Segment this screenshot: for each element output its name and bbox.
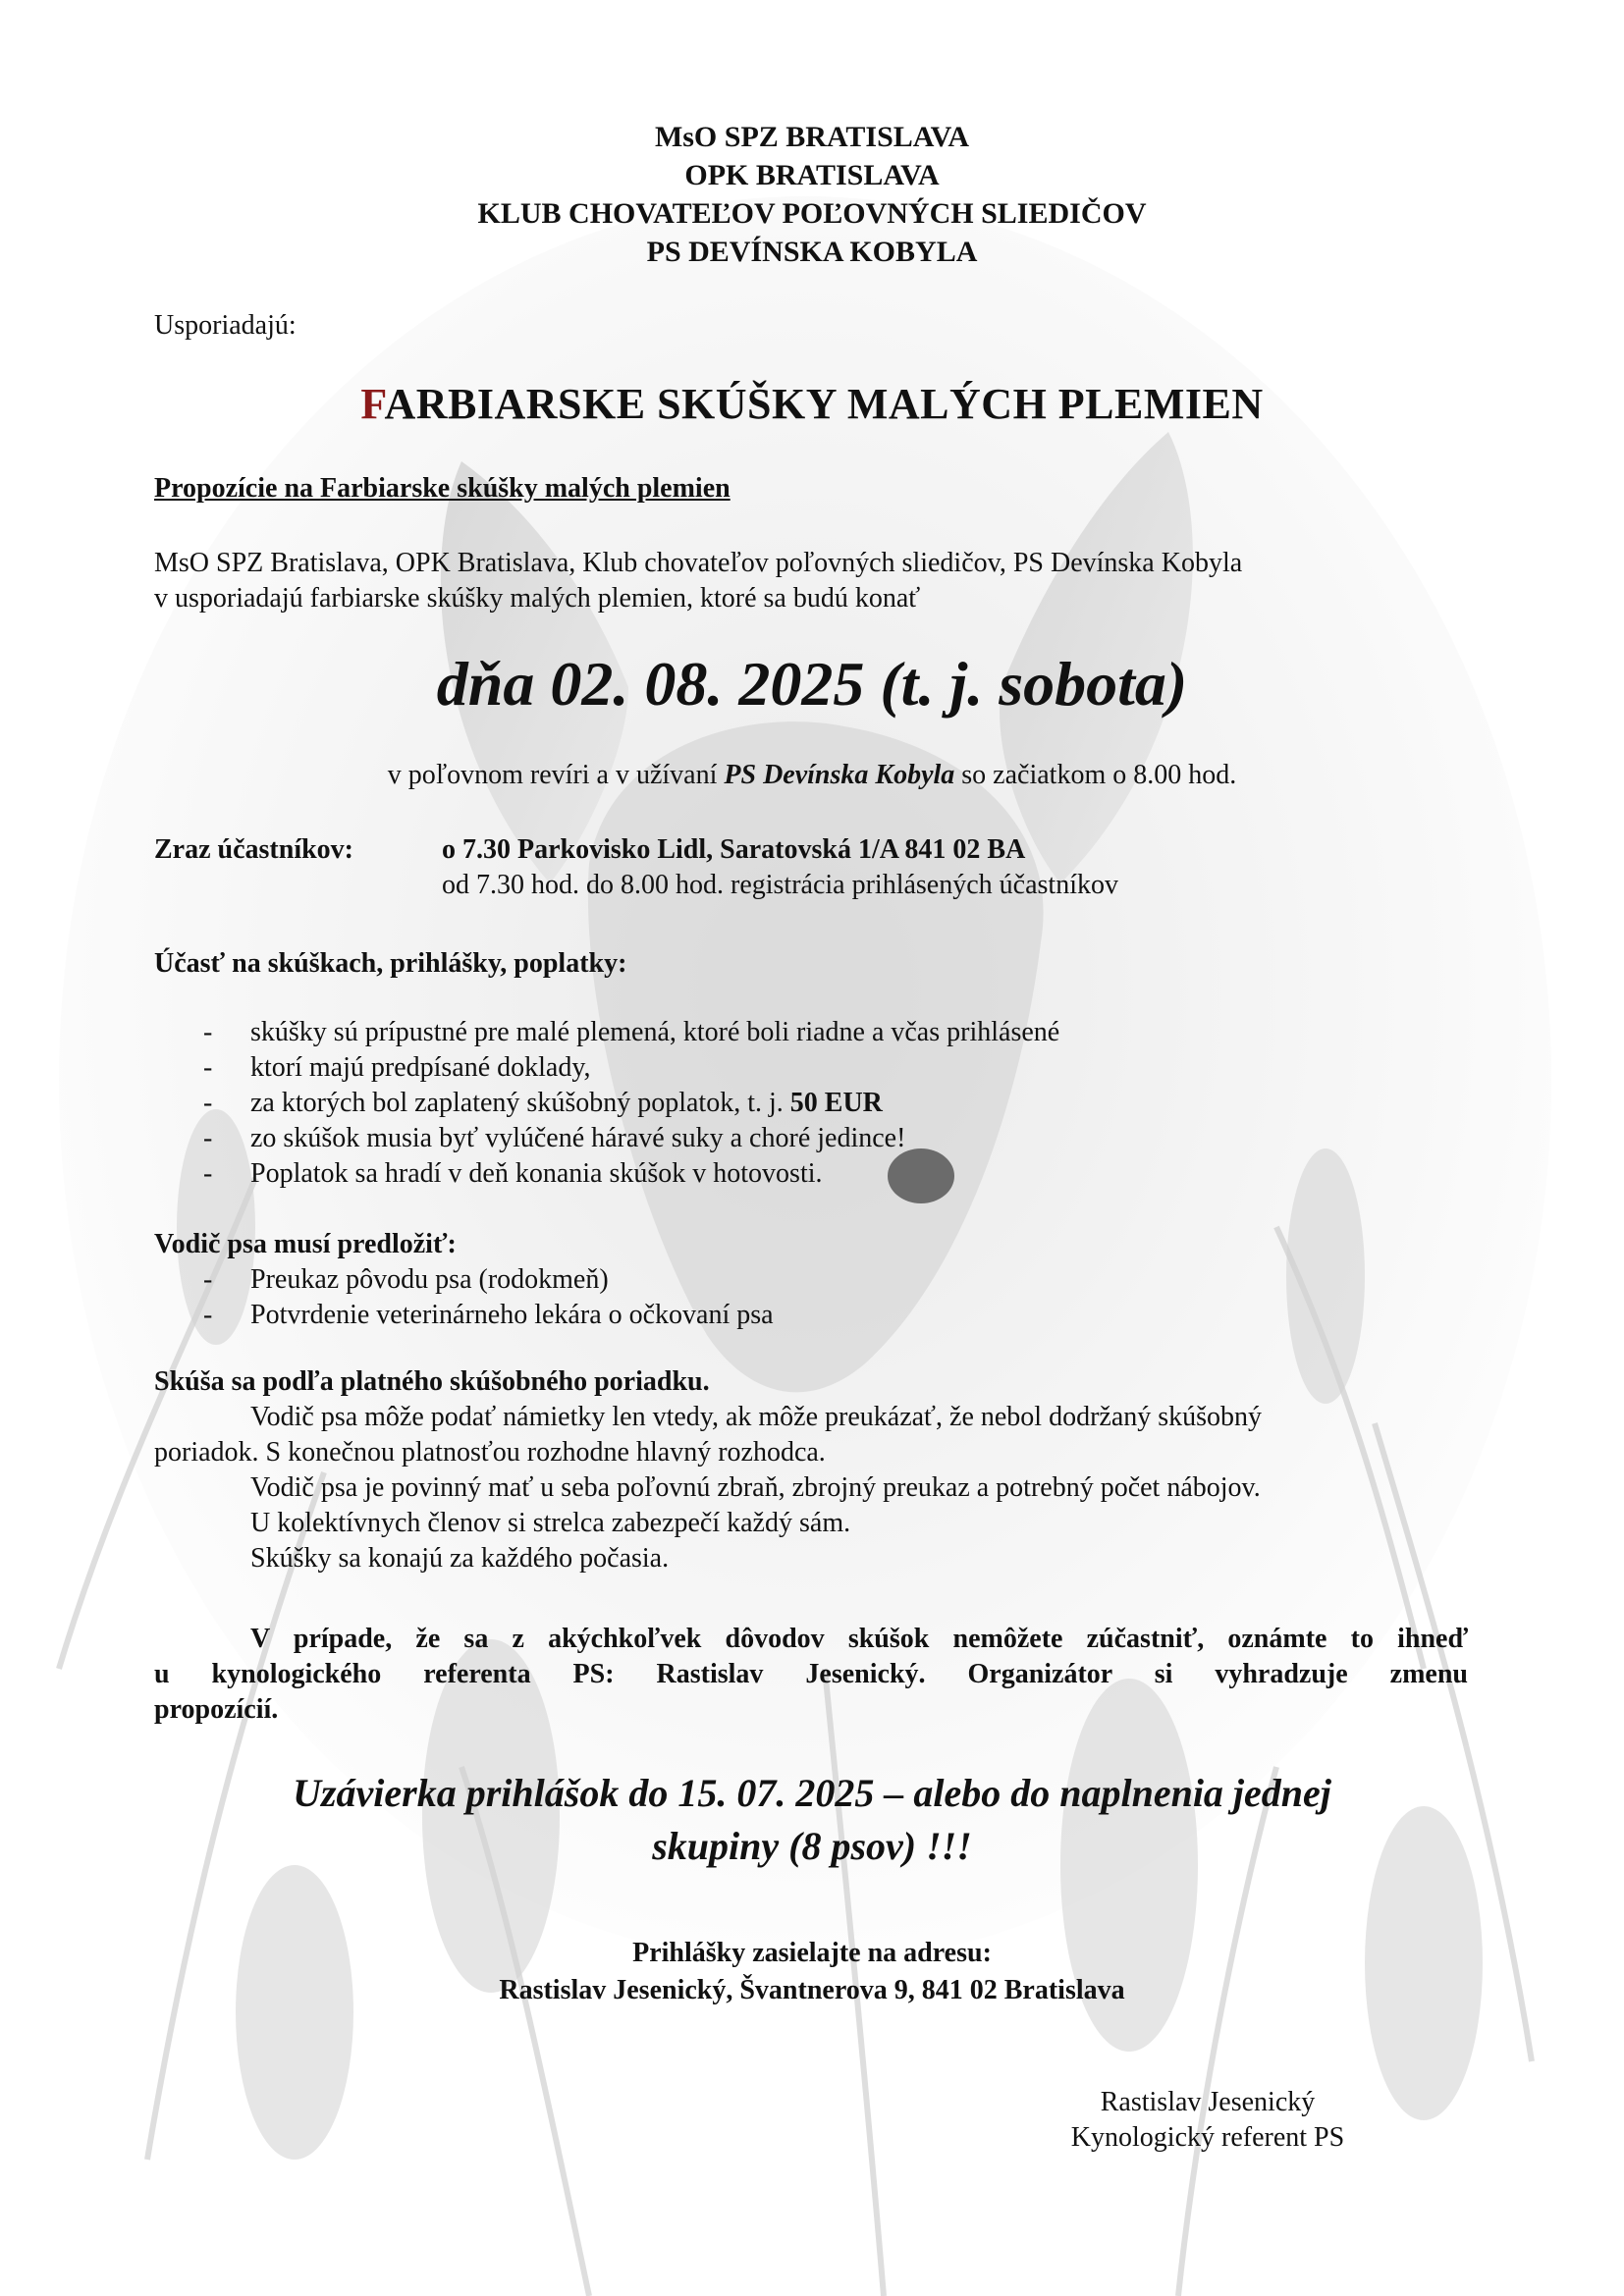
title-first-letter: F xyxy=(360,380,385,428)
subtitle: Propozície na Farbiarske skúšky malých plemien xyxy=(154,473,731,504)
header-line: MsO SPZ BRATISLAVA xyxy=(654,121,970,153)
signature-role: Kynologický referent PS xyxy=(1070,2122,1345,2153)
deadline-line-1: Uzávierka prihlášok do 15. 07. 2025 – alebo do naplnenia jednej xyxy=(293,1771,1331,1815)
rules-paragraph-2: Vodič psa je povinný mať u seba poľovnú zbraň, zbrojný preukaz a potrebný počet nábojov. xyxy=(250,1472,1261,1503)
list-item: - Poplatok sa hradí v deň konania skúšok v hotovosti. xyxy=(154,1156,1480,1192)
intro-line-1: MsO SPZ Bratislava, OPK Bratislava, Klub chovateľov poľovných sliedičov, PS Devínska Kobyla xyxy=(154,548,1243,578)
page-title xyxy=(0,379,1624,429)
organizers-label: Usporiadajú: xyxy=(154,310,297,341)
notice-line-1: V prípade, že sa z akýchkoľvek dôvodov skúšok nemôžete zúčastniť, oznámte to ihneď xyxy=(250,1624,1468,1654)
applications-label: Prihlášky zasielajte na adresu: xyxy=(632,1938,992,1968)
meeting-label: Zraz účastníkov: xyxy=(154,834,353,865)
list-item: - Potvrdenie veterinárneho lekára o očkovaní psa xyxy=(154,1298,1480,1333)
notice-line-2: u kynologického referenta PS: Rastislav Jesenický. Organizátor si vyhradzuje zmenu xyxy=(154,1659,1468,1689)
participation-heading: Účasť na skúškach, prihlášky, poplatky: xyxy=(154,948,627,979)
intro-line-2: v usporiadajú farbiarske skúšky malých plemien, ktoré sa budú konať xyxy=(154,583,921,614)
rules-paragraph-3: U kolektívnych členov si strelca zabezpečí každý sám. xyxy=(250,1508,851,1538)
handler-heading: Vodič psa musí predložiť: xyxy=(154,1229,457,1259)
list-item: - ktorí majú predpísané doklady, xyxy=(154,1050,1480,1086)
location-prefix: v poľovnom revíri a v užívaní xyxy=(387,760,725,790)
signature-block xyxy=(1021,2085,1394,2156)
applications-address: Rastislav Jesenický, Švantnerova 9, 841 02 Bratislava xyxy=(499,1975,1125,2005)
location-place: PS Devínska Kobyla xyxy=(724,760,955,790)
list-item xyxy=(154,1086,1480,1121)
notice-line-3: propozícií. xyxy=(154,1694,279,1725)
header-line: OPK BRATISLAVA xyxy=(684,159,940,191)
rules-paragraph-1: Vodič psa môže podať námietky len vtedy, ak môže preukázať, že nebol dodržaný skúšobný xyxy=(250,1402,1263,1432)
list-item: - zo skúšok musia byť vylúčené háravé suky a choré jedince! xyxy=(154,1121,1480,1156)
list-item: - Preukaz pôvodu psa (rodokmeň) xyxy=(154,1262,1480,1298)
fee-amount: 50 EUR xyxy=(789,1088,883,1118)
location-suffix: so začiatkom o 8.00 hod. xyxy=(954,760,1237,790)
meeting-registration: od 7.30 hod. do 8.00 hod. registrácia prihlásených účastníkov xyxy=(442,870,1118,900)
meeting-place: o 7.30 Parkovisko Lidl, Saratovská 1/A 841 02 BA xyxy=(442,834,1026,865)
rules-paragraph-1-cont: poriadok. S konečnou platnosťou rozhodne hlavný rozhodca. xyxy=(154,1437,826,1468)
header-organizations xyxy=(0,118,1624,271)
header-line: PS DEVÍNSKA KOBYLA xyxy=(646,236,978,268)
list-item: - skúšky sú prípustné pre malé plemená, ktoré boli riadne a včas prihlásené xyxy=(154,1015,1480,1050)
handler-list xyxy=(154,1262,1480,1333)
rules-paragraph-4: Skúšky sa konajú za každého počasia. xyxy=(250,1543,670,1574)
header-line: KLUB CHOVATEĽOV POĽOVNÝCH SLIEDIČOV xyxy=(477,197,1147,230)
signature-name: Rastislav Jesenický xyxy=(1100,2087,1316,2117)
rules-heading: Skúša sa podľa platného skúšobného poriadku. xyxy=(154,1366,710,1397)
title-rest: ARBIARSKE SKÚŠKY MALÝCH PLEMIEN xyxy=(384,380,1264,428)
location-line xyxy=(0,758,1624,793)
participation-list xyxy=(154,1015,1480,1192)
fee-text: za ktorých bol zaplatený skúšobný poplatok, t. j. xyxy=(250,1088,790,1118)
event-date: dňa 02. 08. 2025 (t. j. sobota) xyxy=(436,649,1188,719)
deadline-line-2: skupiny (8 psov) !!! xyxy=(652,1824,972,1868)
